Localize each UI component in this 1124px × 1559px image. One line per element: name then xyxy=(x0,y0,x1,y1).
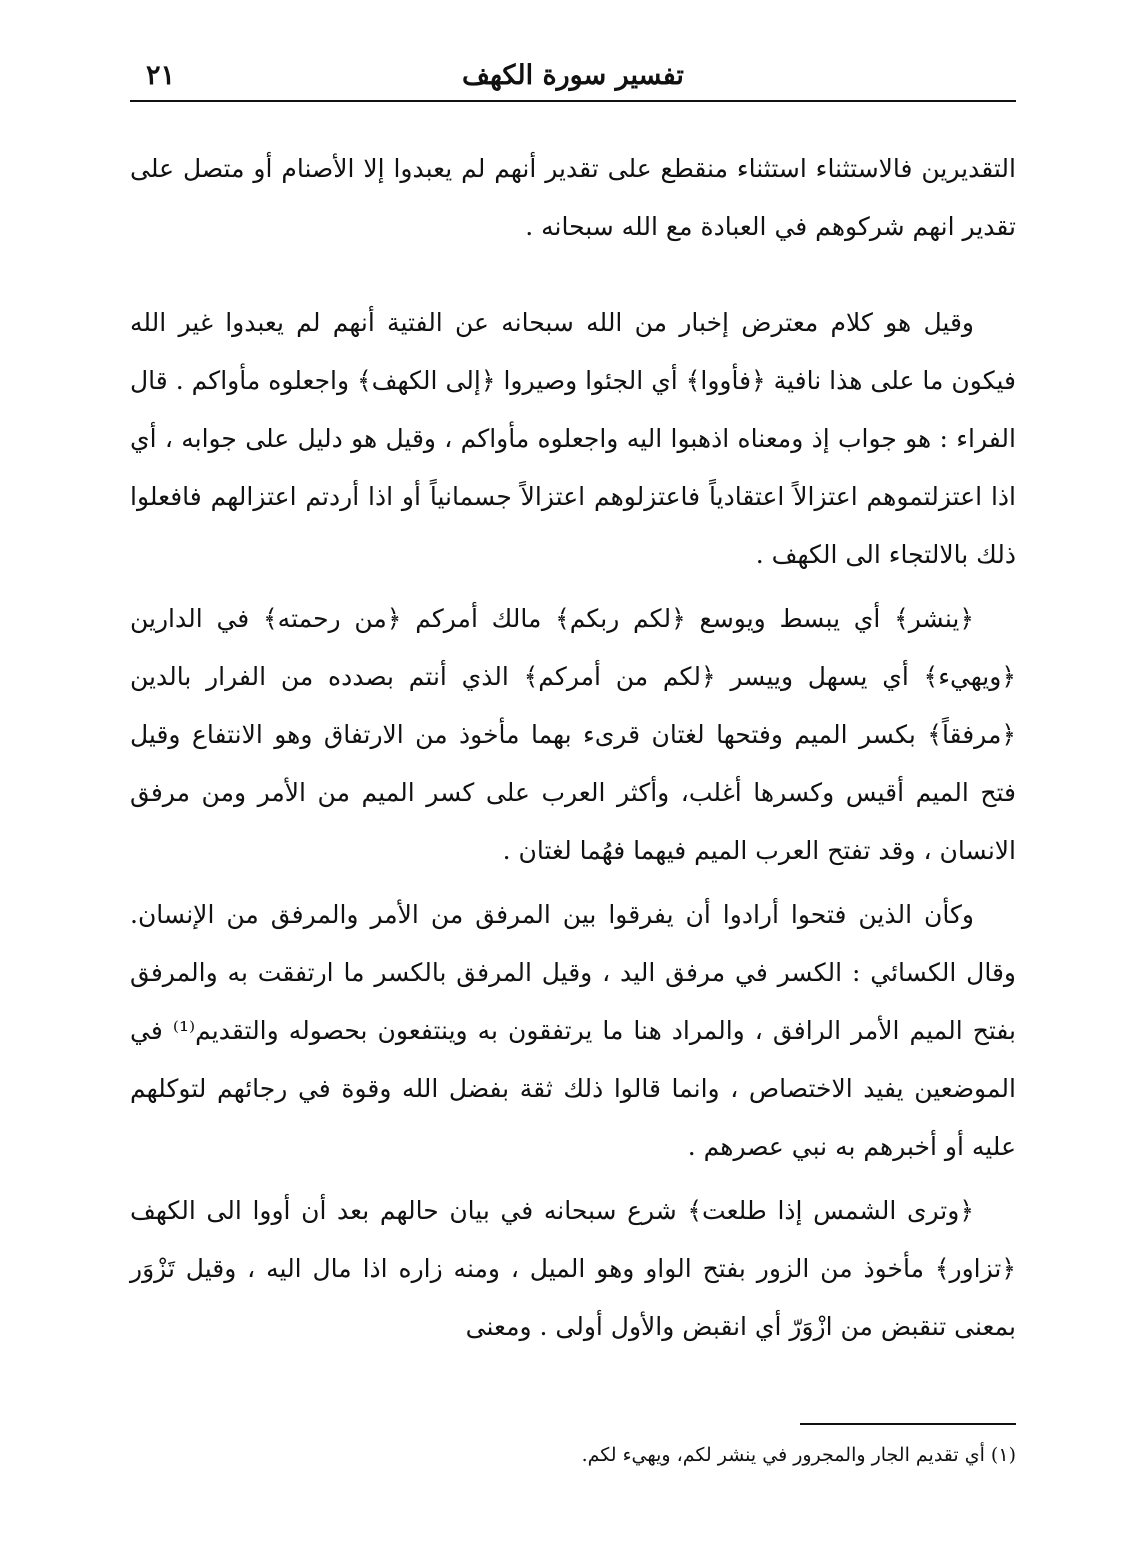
header-rule xyxy=(130,100,1016,102)
paragraph-2: وقيل هو كلام معترض إخبار من الله سبحانه عن الفتية أنهم لم يعبدوا غير الله فيكون ما على هذا نافية ﴿فأووا﴾ أي الجئوا وصيروا ﴿إلى الكهف﴾ واجعلوه مأواكم . قال الفراء : هو جواب إذ ومعناه اذهبوا اليه واجعلوه مأواكم ، وقيل هو دليل على جوابه ، أي اذا اعتزلتموهم اعتزالاً اعتقادياً فاعتزلوهم اعتزالاً جسمانياً أو اذا أردتم اعتزالهم فافعلوا ذلك بالالتجاء الى الكهف . xyxy=(130,308,1016,569)
paragraph-5: ﴿وترى الشمس إذا طلعت﴾ شرع سبحانه في بيان حالهم بعد أن أووا الى الكهف ﴿تزاور﴾ مأخوذ من الزور بفتح الواو وهو الميل ، ومنه زاره اذا مال اليه ، وقيل تَزْوَر بمعنى تنقبض من ازْوَرّ أي انقبض والأول أولى . ومعنى xyxy=(130,1196,1016,1341)
paragraph-4: وكأن الذين فتحوا أرادوا أن يفرقوا بين المرفق من الأمر والمرفق من الإنسان. وقال الكسائي : الكسر في مرفق اليد ، وقيل المرفق بالكسر ما ارتفقت به والمرفق بفتح الميم الأمر الرافق ، والمراد هنا ما يرتفقون به وينتفعون بحصوله والتقديم⁽¹⁾ في الموضعين يفيد الاختصاص ، وانما قالوا ذلك ثقة بفضل الله وقوة في رجائهم لتوكلهم عليه أو أخبرهم به نبي عصرهم . xyxy=(130,900,1017,1161)
main-text xyxy=(130,140,1016,1356)
page-number: ٢١ xyxy=(146,60,176,91)
footnote-rule xyxy=(800,1423,1016,1425)
paragraph-1: التقديرين فالاستثناء استثناء منقطع على تقدير أنهم لم يعبدوا إلا الأصنام أو متصل على تقدير انهم شركوهم في العبادة مع الله سبحانه . xyxy=(130,154,1016,241)
footnote: (١) أي تقديم الجار والمجرور في ينشر لكم، ويهيء لكم. xyxy=(581,1444,1016,1466)
page-header xyxy=(130,50,1016,102)
paragraph-3: ﴿ينشر﴾ أي يبسط ويوسع ﴿لكم ربكم﴾ مالك أمركم ﴿من رحمته﴾ في الدارين ﴿ويهيء﴾ أي يسهل وييسر ﴿لكم من أمركم﴾ الذي أنتم بصدده من الفرار بالدين ﴿مرفقاً﴾ بكسر الميم وفتحها لغتان قرىء بهما مأخوذ من الارتفاق وهو الانتفاع وقيل فتح الميم أقيس وكسرها أغلب، وأكثر العرب على كسر الميم من الأمر ومن مرفق الانسان ، وقد تفتح العرب الميم فيهما فهُما لغتان . xyxy=(130,604,1016,865)
running-title: تفسير سورة الكهف xyxy=(462,60,684,91)
